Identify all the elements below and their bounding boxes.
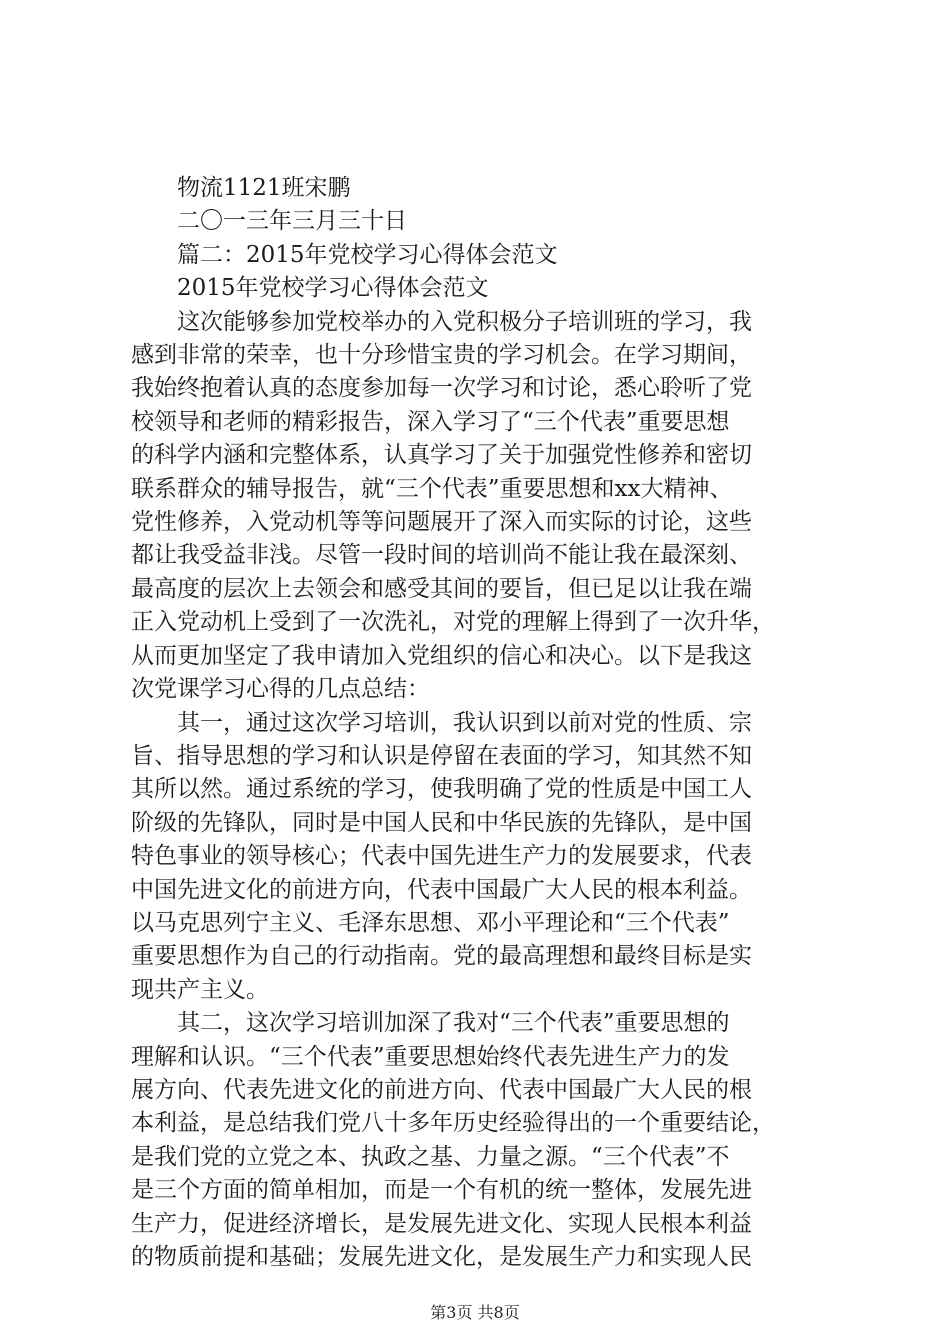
paragraph-line: 其二，这次学习培训加深了我对“三个代表”重要思想的 — [177, 1010, 730, 1037]
paragraph-line: 最高度的层次上去领会和感受其间的要旨，但已足以让我在端 — [131, 575, 752, 602]
paragraph-line: 次党课学习心得的几点总结： — [131, 676, 430, 703]
paragraph-line: 从而更加坚定了我申请加入党组织的信心和决心。以下是我这 — [131, 642, 752, 669]
paragraph-line: 联系群众的辅导报告，就“三个代表”重要思想和xx大精神、 — [131, 475, 733, 502]
paragraph-line: 以马克思列宁主义、毛泽东思想、邓小平理论和“三个代表” — [131, 909, 730, 936]
page-footer — [0, 1300, 950, 1323]
paragraph-line: 我始终抱着认真的态度参加每一次学习和讨论，悉心聆听了党 — [131, 375, 752, 402]
paragraph-1 — [131, 306, 833, 707]
paragraph-line: 理解和认识。“三个代表”重要思想始终代表先进生产力的发 — [131, 1043, 730, 1070]
paragraph-line: 党性修养，入党动机等等问题展开了深入而实际的讨论，这些 — [131, 509, 752, 536]
paragraph-line: 正入党动机上受到了一次洗礼，对党的理解上得到了一次升华， — [131, 609, 775, 636]
paragraph-line: 重要思想作为自己的行动指南。党的最高理想和最终目标是实 — [131, 943, 752, 970]
paragraph-line: 校领导和老师的精彩报告，深入学习了“三个代表”重要思想 — [131, 408, 730, 435]
paragraph-line: 都让我受益非浅。尽管一段时间的培训尚不能让我在最深刻、 — [131, 542, 752, 569]
paragraph-line: 展方向、代表先进文化的前进方向、代表中国最广大人民的根 — [131, 1076, 752, 1103]
document-body — [131, 172, 833, 1274]
paragraph-line: 阶级的先锋队，同时是中国人民和中华民族的先锋队，是中国 — [131, 809, 752, 836]
paragraph-line: 的物质前提和基础；发展先进文化，是发展生产力和实现人民 — [131, 1244, 752, 1270]
paragraph-line: 是我们党的立党之本、执政之基、力量之源。“三个代表”不 — [131, 1143, 730, 1170]
paragraph-line: 的科学内涵和完整体系，认真学习了关于加强党性修养和密切 — [131, 442, 752, 469]
paragraph-line: 特色事业的领导核心；代表中国先进生产力的发展要求，代表 — [131, 843, 752, 870]
paragraph-line: 生产力，促进经济增长，是发展先进文化、实现人民根本利益 — [131, 1210, 752, 1237]
paragraph-3 — [131, 1007, 833, 1274]
paragraph-line: 是三个方面的简单相加，而是一个有机的统一整体，发展先进 — [131, 1177, 752, 1204]
section-heading: 篇二：2015年党校学习心得体会范文 — [177, 241, 558, 268]
paragraph-line: 感到非常的荣幸，也十分珍惜宝贵的学习机会。在学习期间， — [131, 342, 752, 369]
signature-date: 二〇一三年三月三十日 — [177, 208, 407, 235]
paragraph-line: 中国先进文化的前进方向，代表中国最广大人民的根本利益。 — [131, 876, 752, 903]
paragraph-line: 本利益，是总结我们党八十多年历史经验得出的一个重要结论， — [131, 1110, 775, 1137]
paragraph-2 — [131, 707, 833, 1008]
paragraph-line: 其一，通过这次学习培训，我认识到以前对党的性质、宗 — [177, 709, 752, 736]
article-title: 2015年党校学习心得体会范文 — [177, 275, 489, 302]
page-number: 第3页 共8页 — [430, 1303, 520, 1322]
paragraph-line: 旨、指导思想的学习和认识是停留在表面的学习，知其然不知 — [131, 742, 752, 769]
author-signature: 物流1121班宋鹏 — [177, 175, 351, 201]
paragraph-line: 这次能够参加党校举办的入党积极分子培训班的学习，我 — [177, 308, 752, 335]
paragraph-line: 现共产主义。 — [131, 976, 269, 1003]
paragraph-line: 其所以然。通过系统的学习，使我明确了党的性质是中国工人 — [131, 776, 752, 803]
